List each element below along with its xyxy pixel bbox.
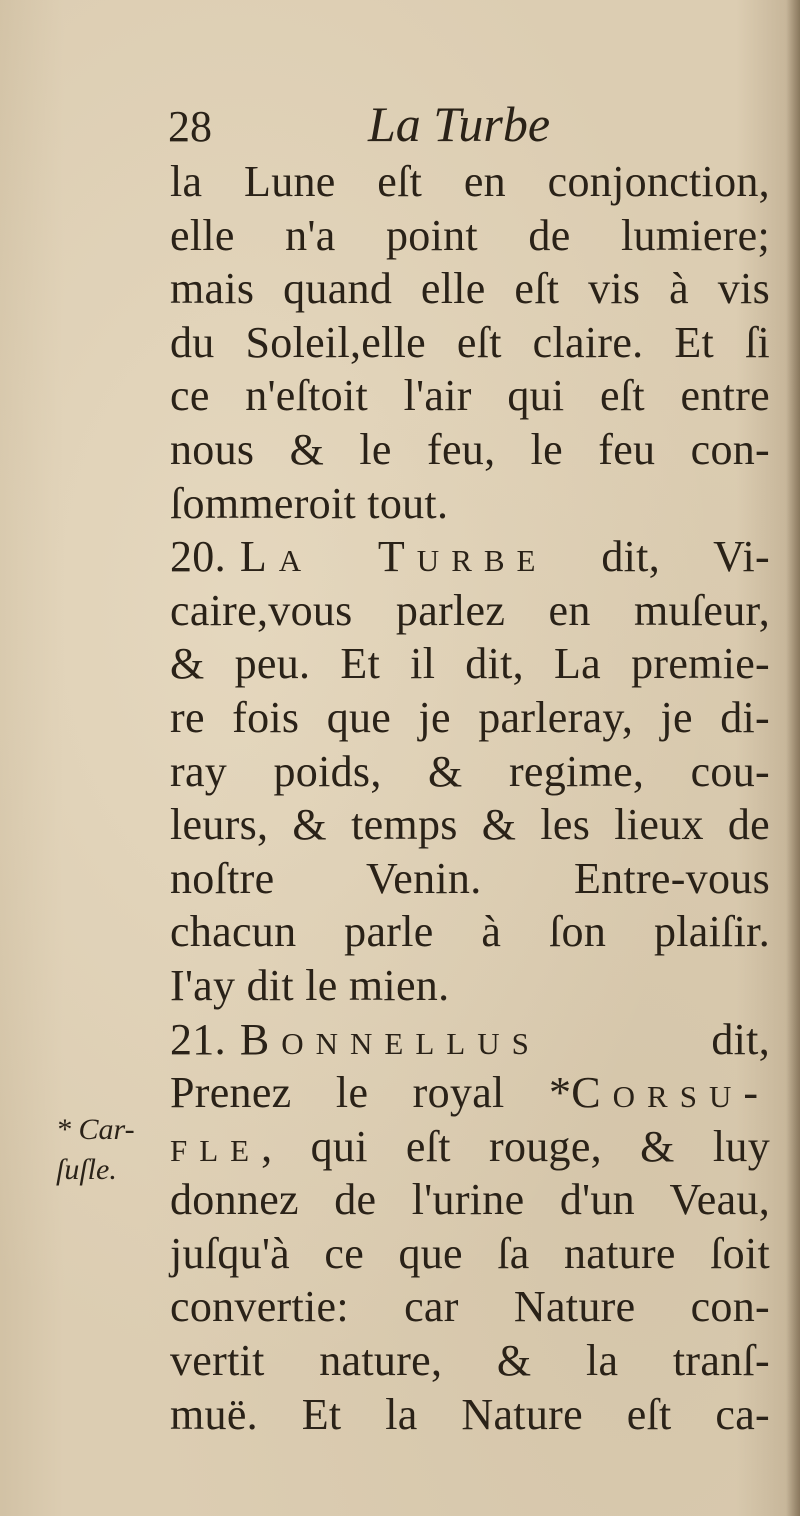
margin-note-line: * Car- (56, 1113, 135, 1146)
margin-note-line: ſuſle. (56, 1153, 117, 1186)
text-line: leurs, & temps & les lieux de (170, 800, 770, 850)
paragraph-number: 20. (170, 532, 226, 582)
text-line: re fois que je parleray, je di- (170, 692, 770, 742)
text-line: ray poids, & regime, cou- (170, 746, 770, 796)
term-corsufle-part1: Corsu- (571, 1068, 770, 1118)
text-line: juſqu'à ce que ſa nature ſoit (170, 1228, 770, 1278)
text-fragment: , qui eſt rouge, & luy (261, 1121, 770, 1171)
text-line: muë. Et la Nature eſt ca- (170, 1389, 770, 1439)
margin-note (56, 1110, 166, 1190)
term-corsufle-part2: fle (170, 1121, 262, 1171)
text-line: I'ay dit le mien. (170, 960, 450, 1010)
paragraph-20-first-line (170, 530, 770, 584)
text-fragment: Prenez le royal * (170, 1068, 572, 1118)
body-text (170, 155, 770, 1441)
text-line-corsufle (170, 1066, 770, 1120)
page-number: 28 (168, 102, 212, 151)
text-line: la Lune eſt en conjonction, (170, 157, 770, 206)
text-line: ce n'eſtoit l'air qui eſt entre (170, 371, 770, 421)
text-line: nous & le feu, le feu con- (170, 424, 770, 474)
text-line: chacun parle à ſon plaiſir. (170, 907, 770, 957)
text-line: convertie: car Nature con- (170, 1282, 770, 1332)
gutter-shadow (786, 0, 800, 1516)
speaker-name: La Turbe (239, 532, 548, 582)
text-line: caire,vous parlez en muſeur, (170, 585, 770, 635)
paragraph-number: 21. (170, 1014, 226, 1064)
text-line-corsufle-cont (170, 1120, 770, 1174)
text-fragment: dit, Vi- (601, 532, 770, 582)
running-title: La Turbe (368, 96, 551, 152)
text-line: & peu. Et il dit, La premie- (170, 639, 770, 689)
text-line: mais quand elle eſt vis à vis (170, 264, 770, 314)
text-line: vertit nature, & la tranſ- (170, 1336, 770, 1386)
text-line: du Soleil,elle eſt claire. Et ſi (170, 317, 770, 367)
text-line: elle n'a point de lumiere; (170, 210, 770, 260)
speaker-name: Bonnellus (239, 1014, 541, 1064)
text-line: ſommeroit tout. (170, 478, 449, 528)
paragraph-21-first-line (170, 1013, 770, 1067)
text-line: noſtre Venin. Entre-vous (170, 853, 770, 903)
text-line: donnez de l'urine d'un Veau, (170, 1175, 770, 1225)
text-fragment: dit, (711, 1014, 770, 1064)
page-header (162, 96, 762, 156)
